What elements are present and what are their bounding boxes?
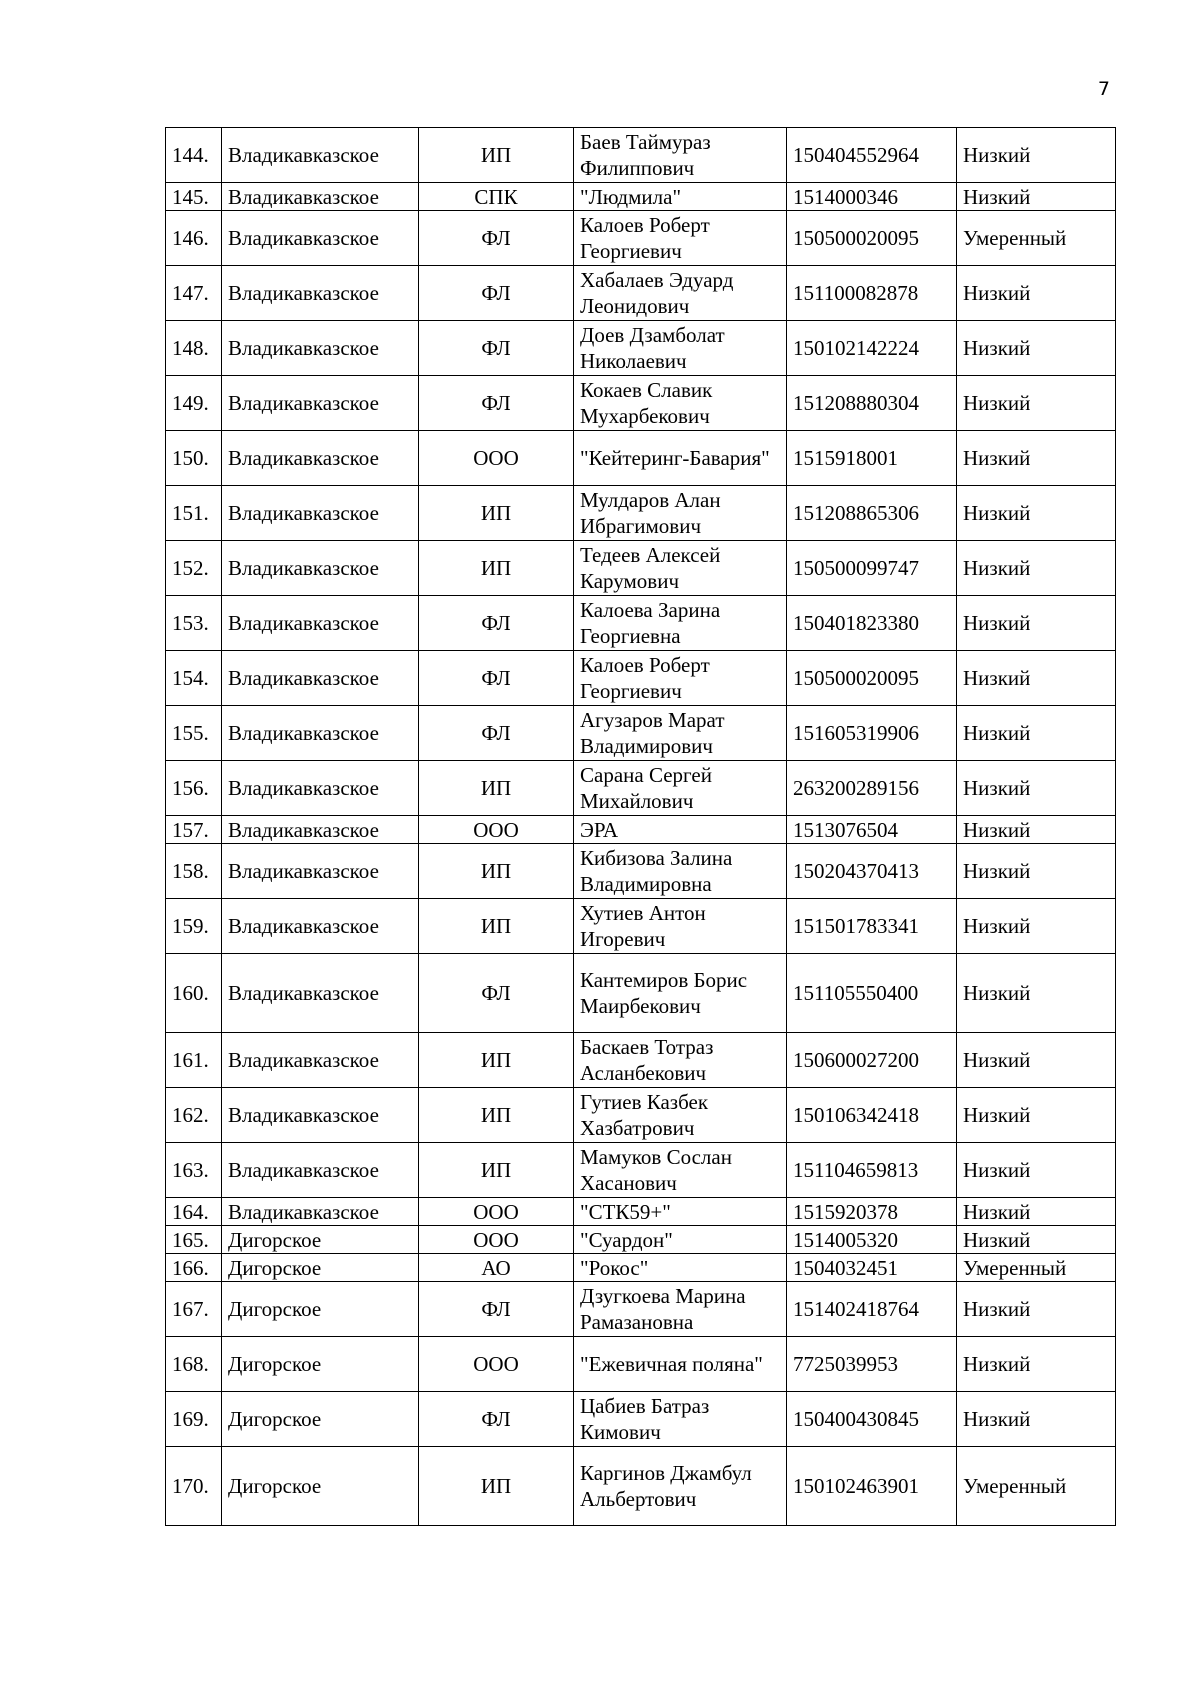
risk-level-cell: Низкий <box>957 1337 1116 1392</box>
table-row <box>166 1198 1116 1226</box>
entity-type-cell: ФЛ <box>419 596 574 651</box>
entity-name-cell: Кантемиров Борис Маирбекович <box>574 954 787 1033</box>
entity-type-cell: ИП <box>419 1143 574 1198</box>
row-number: 157. <box>166 816 222 844</box>
district-cell: Дигорское <box>222 1254 419 1282</box>
entity-type-cell: ИП <box>419 1447 574 1526</box>
row-number: 166. <box>166 1254 222 1282</box>
entity-type-cell: ООО <box>419 431 574 486</box>
district-cell: Владикавказское <box>222 651 419 706</box>
entity-type-cell: ФЛ <box>419 954 574 1033</box>
table-row <box>166 954 1116 1033</box>
district-cell: Владикавказское <box>222 266 419 321</box>
district-cell: Дигорское <box>222 1226 419 1254</box>
risk-level-cell: Низкий <box>957 1033 1116 1088</box>
entity-name-cell: "Суардон" <box>574 1226 787 1254</box>
table-row <box>166 899 1116 954</box>
row-number: 164. <box>166 1198 222 1226</box>
entity-type-cell: ФЛ <box>419 1392 574 1447</box>
row-number: 154. <box>166 651 222 706</box>
row-number: 167. <box>166 1282 222 1337</box>
inn-cell: 150102463901 <box>787 1447 957 1526</box>
entity-name-cell: Доев Дзамболат Николаевич <box>574 321 787 376</box>
inn-cell: 1513076504 <box>787 816 957 844</box>
district-cell: Владикавказское <box>222 816 419 844</box>
entity-type-cell: ИП <box>419 128 574 183</box>
risk-level-cell: Низкий <box>957 706 1116 761</box>
inn-cell: 1514005320 <box>787 1226 957 1254</box>
district-cell: Владикавказское <box>222 541 419 596</box>
entity-name-cell: "Рокос" <box>574 1254 787 1282</box>
risk-level-cell: Низкий <box>957 954 1116 1033</box>
district-cell: Владикавказское <box>222 431 419 486</box>
entity-name-cell: Гутиев Казбек Хазбатрович <box>574 1088 787 1143</box>
district-cell: Владикавказское <box>222 1143 419 1198</box>
row-number: 159. <box>166 899 222 954</box>
table-row <box>166 816 1116 844</box>
page-number: 7 <box>1097 78 1110 100</box>
row-number: 146. <box>166 211 222 266</box>
inn-cell: 263200289156 <box>787 761 957 816</box>
row-number: 150. <box>166 431 222 486</box>
row-number: 165. <box>166 1226 222 1254</box>
inn-cell: 7725039953 <box>787 1337 957 1392</box>
entity-type-cell: ИП <box>419 1088 574 1143</box>
inn-cell: 151105550400 <box>787 954 957 1033</box>
row-number: 163. <box>166 1143 222 1198</box>
district-cell: Владикавказское <box>222 761 419 816</box>
entity-name-cell: Баскаев Тотраз Асланбекович <box>574 1033 787 1088</box>
registry-table <box>165 127 1116 1526</box>
entity-type-cell: ООО <box>419 816 574 844</box>
row-number: 170. <box>166 1447 222 1526</box>
row-number: 158. <box>166 844 222 899</box>
risk-level-cell: Низкий <box>957 321 1116 376</box>
risk-level-cell: Низкий <box>957 899 1116 954</box>
entity-type-cell: ИП <box>419 761 574 816</box>
row-number: 153. <box>166 596 222 651</box>
inn-cell: 150500020095 <box>787 211 957 266</box>
risk-level-cell: Низкий <box>957 816 1116 844</box>
risk-level-cell: Низкий <box>957 183 1116 211</box>
entity-type-cell: ООО <box>419 1226 574 1254</box>
table-row <box>166 211 1116 266</box>
district-cell: Владикавказское <box>222 128 419 183</box>
inn-cell: 150500020095 <box>787 651 957 706</box>
entity-name-cell: Кокаев Славик Мухарбекович <box>574 376 787 431</box>
table-row <box>166 761 1116 816</box>
table-row <box>166 1254 1116 1282</box>
entity-name-cell: ЭРА <box>574 816 787 844</box>
inn-cell: 150400430845 <box>787 1392 957 1447</box>
district-cell: Владикавказское <box>222 486 419 541</box>
district-cell: Дигорское <box>222 1392 419 1447</box>
row-number: 145. <box>166 183 222 211</box>
risk-level-cell: Низкий <box>957 128 1116 183</box>
inn-cell: 151605319906 <box>787 706 957 761</box>
district-cell: Владикавказское <box>222 844 419 899</box>
entity-name-cell: Хабалаев Эдуард Леонидович <box>574 266 787 321</box>
entity-type-cell: ООО <box>419 1337 574 1392</box>
entity-name-cell: Хутиев Антон Игоревич <box>574 899 787 954</box>
entity-type-cell: ИП <box>419 844 574 899</box>
inn-cell: 151104659813 <box>787 1143 957 1198</box>
entity-name-cell: Сарана Сергей Михайлович <box>574 761 787 816</box>
entity-name-cell: Каргинов Джамбул Альбертович <box>574 1447 787 1526</box>
entity-name-cell: "Кейтеринг-Бавария" <box>574 431 787 486</box>
entity-name-cell: Цабиев Батраз Кимович <box>574 1392 787 1447</box>
entity-type-cell: ИП <box>419 899 574 954</box>
district-cell: Владикавказское <box>222 596 419 651</box>
inn-cell: 151208880304 <box>787 376 957 431</box>
entity-type-cell: ФЛ <box>419 706 574 761</box>
entity-name-cell: Агузаров Марат Владимирович <box>574 706 787 761</box>
table-row <box>166 844 1116 899</box>
entity-type-cell: ООО <box>419 1198 574 1226</box>
risk-level-cell: Низкий <box>957 1282 1116 1337</box>
inn-cell: 1515920378 <box>787 1198 957 1226</box>
table-row <box>166 706 1116 761</box>
row-number: 156. <box>166 761 222 816</box>
table-row <box>166 376 1116 431</box>
row-number: 160. <box>166 954 222 1033</box>
entity-name-cell: Калоев Роберт Георгиевич <box>574 651 787 706</box>
entity-name-cell: Дзугкоева Марина Рамазановна <box>574 1282 787 1337</box>
entity-name-cell: "СТК59+" <box>574 1198 787 1226</box>
district-cell: Владикавказское <box>222 706 419 761</box>
district-cell: Дигорское <box>222 1337 419 1392</box>
entity-name-cell: Тедеев Алексей Карумович <box>574 541 787 596</box>
inn-cell: 1515918001 <box>787 431 957 486</box>
row-number: 169. <box>166 1392 222 1447</box>
entity-type-cell: ФЛ <box>419 376 574 431</box>
table-row <box>166 1282 1116 1337</box>
risk-level-cell: Низкий <box>957 844 1116 899</box>
row-number: 161. <box>166 1033 222 1088</box>
table-row <box>166 128 1116 183</box>
row-number: 168. <box>166 1337 222 1392</box>
entity-name-cell: Кибизова Залина Владимировна <box>574 844 787 899</box>
district-cell: Владикавказское <box>222 899 419 954</box>
table-row <box>166 1447 1116 1526</box>
entity-type-cell: АО <box>419 1254 574 1282</box>
risk-level-cell: Низкий <box>957 761 1116 816</box>
entity-name-cell: "Людмила" <box>574 183 787 211</box>
entity-type-cell: ФЛ <box>419 1282 574 1337</box>
risk-level-cell: Низкий <box>957 596 1116 651</box>
table-row <box>166 1143 1116 1198</box>
risk-level-cell: Низкий <box>957 1143 1116 1198</box>
entity-type-cell: ИП <box>419 1033 574 1088</box>
district-cell: Владикавказское <box>222 211 419 266</box>
row-number: 162. <box>166 1088 222 1143</box>
inn-cell: 1504032451 <box>787 1254 957 1282</box>
row-number: 152. <box>166 541 222 596</box>
table-row <box>166 1033 1116 1088</box>
risk-level-cell: Низкий <box>957 1392 1116 1447</box>
district-cell: Владикавказское <box>222 1198 419 1226</box>
entity-type-cell: ФЛ <box>419 321 574 376</box>
risk-level-cell: Низкий <box>957 486 1116 541</box>
entity-name-cell: Мулдаров Алан Ибрагимович <box>574 486 787 541</box>
risk-level-cell: Низкий <box>957 1198 1116 1226</box>
entity-type-cell: ФЛ <box>419 651 574 706</box>
inn-cell: 150106342418 <box>787 1088 957 1143</box>
table-row <box>166 651 1116 706</box>
inn-cell: 151208865306 <box>787 486 957 541</box>
table-row <box>166 431 1116 486</box>
district-cell: Владикавказское <box>222 1088 419 1143</box>
row-number: 144. <box>166 128 222 183</box>
risk-level-cell: Умеренный <box>957 211 1116 266</box>
table-row <box>166 541 1116 596</box>
inn-cell: 151501783341 <box>787 899 957 954</box>
district-cell: Дигорское <box>222 1282 419 1337</box>
row-number: 149. <box>166 376 222 431</box>
inn-cell: 150404552964 <box>787 128 957 183</box>
risk-level-cell: Низкий <box>957 376 1116 431</box>
risk-level-cell: Низкий <box>957 1226 1116 1254</box>
table-row <box>166 266 1116 321</box>
row-number: 155. <box>166 706 222 761</box>
table-row <box>166 1392 1116 1447</box>
inn-cell: 150102142224 <box>787 321 957 376</box>
risk-level-cell: Умеренный <box>957 1447 1116 1526</box>
entity-name-cell: Калоев Роберт Георгиевич <box>574 211 787 266</box>
table-row <box>166 321 1116 376</box>
inn-cell: 151402418764 <box>787 1282 957 1337</box>
entity-name-cell: Калоева Зарина Георгиевна <box>574 596 787 651</box>
risk-level-cell: Низкий <box>957 651 1116 706</box>
inn-cell: 150500099747 <box>787 541 957 596</box>
inn-cell: 150401823380 <box>787 596 957 651</box>
inn-cell: 150600027200 <box>787 1033 957 1088</box>
district-cell: Владикавказское <box>222 954 419 1033</box>
entity-name-cell: Баев Таймураз Филиппович <box>574 128 787 183</box>
table-row <box>166 596 1116 651</box>
inn-cell: 1514000346 <box>787 183 957 211</box>
table-row <box>166 1226 1116 1254</box>
district-cell: Дигорское <box>222 1447 419 1526</box>
row-number: 148. <box>166 321 222 376</box>
inn-cell: 150204370413 <box>787 844 957 899</box>
entity-type-cell: ФЛ <box>419 211 574 266</box>
risk-level-cell: Низкий <box>957 431 1116 486</box>
district-cell: Владикавказское <box>222 376 419 431</box>
risk-level-cell: Низкий <box>957 266 1116 321</box>
entity-type-cell: ИП <box>419 541 574 596</box>
table-row <box>166 183 1116 211</box>
entity-name-cell: Мамуков Сослан Хасанович <box>574 1143 787 1198</box>
entity-type-cell: ИП <box>419 486 574 541</box>
inn-cell: 151100082878 <box>787 266 957 321</box>
row-number: 151. <box>166 486 222 541</box>
table-row <box>166 1337 1116 1392</box>
district-cell: Владикавказское <box>222 183 419 211</box>
risk-level-cell: Низкий <box>957 541 1116 596</box>
risk-level-cell: Умеренный <box>957 1254 1116 1282</box>
risk-level-cell: Низкий <box>957 1088 1116 1143</box>
row-number: 147. <box>166 266 222 321</box>
entity-type-cell: ФЛ <box>419 266 574 321</box>
table-row <box>166 486 1116 541</box>
entity-name-cell: "Ежевичная поляна" <box>574 1337 787 1392</box>
table-row <box>166 1088 1116 1143</box>
entity-type-cell: СПК <box>419 183 574 211</box>
district-cell: Владикавказское <box>222 1033 419 1088</box>
district-cell: Владикавказское <box>222 321 419 376</box>
